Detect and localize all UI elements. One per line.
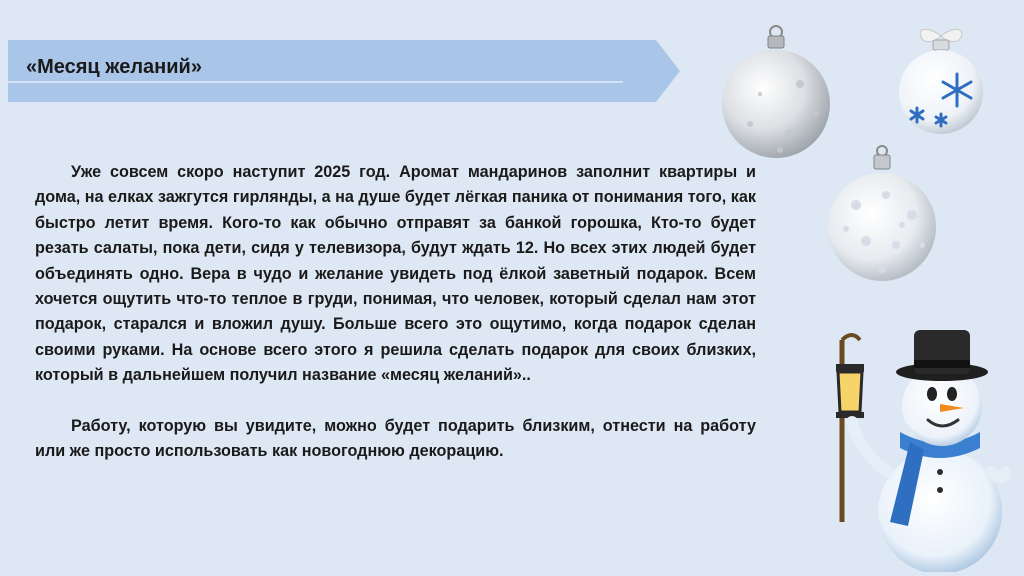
slide-title: «Месяц желаний» [26, 56, 202, 78]
body-text [35, 160, 756, 464]
paragraph-intro: Уже совсем скоро наступит 2025 год. Аромат мандаринов заполнит квартиры и дома, на елках зажгутся гирлянды, а на душе будет лёгкая паника от понимания того, как быстро летит время. Кого-то как обычно отправят за банкой горошка, Кто-то будет резать салаты, пока дети, сидя у телевизора, будут ждать 12. Но всех этих людей будет объединять одно. Вера в чудо и желание увидеть под ёлкой заветный подарок. Всем хочется ощутить что-то теплое в груди, понимая, что человек, который сделал нам этот подарок, старался и вложил душу. Больше всего это ощутимо, когда подарок сделан своими руками. На основе всего этого я решила сделать подарок для своих близких, который в дальнейшем получил название «месяц желаний».. [35, 163, 756, 385]
blue-snowflake-ornament-icon [895, 22, 987, 140]
silver-ornament-icon [720, 24, 836, 164]
snowman-with-lantern-icon [830, 322, 1010, 572]
paragraph-usage: Работу, которую вы увидите, можно будет подарить близким, отнести на работу или же просто использовать как новогоднюю декорацию. [35, 416, 756, 461]
title-banner [8, 40, 680, 102]
white-snowflake-ornament-icon [826, 145, 938, 285]
